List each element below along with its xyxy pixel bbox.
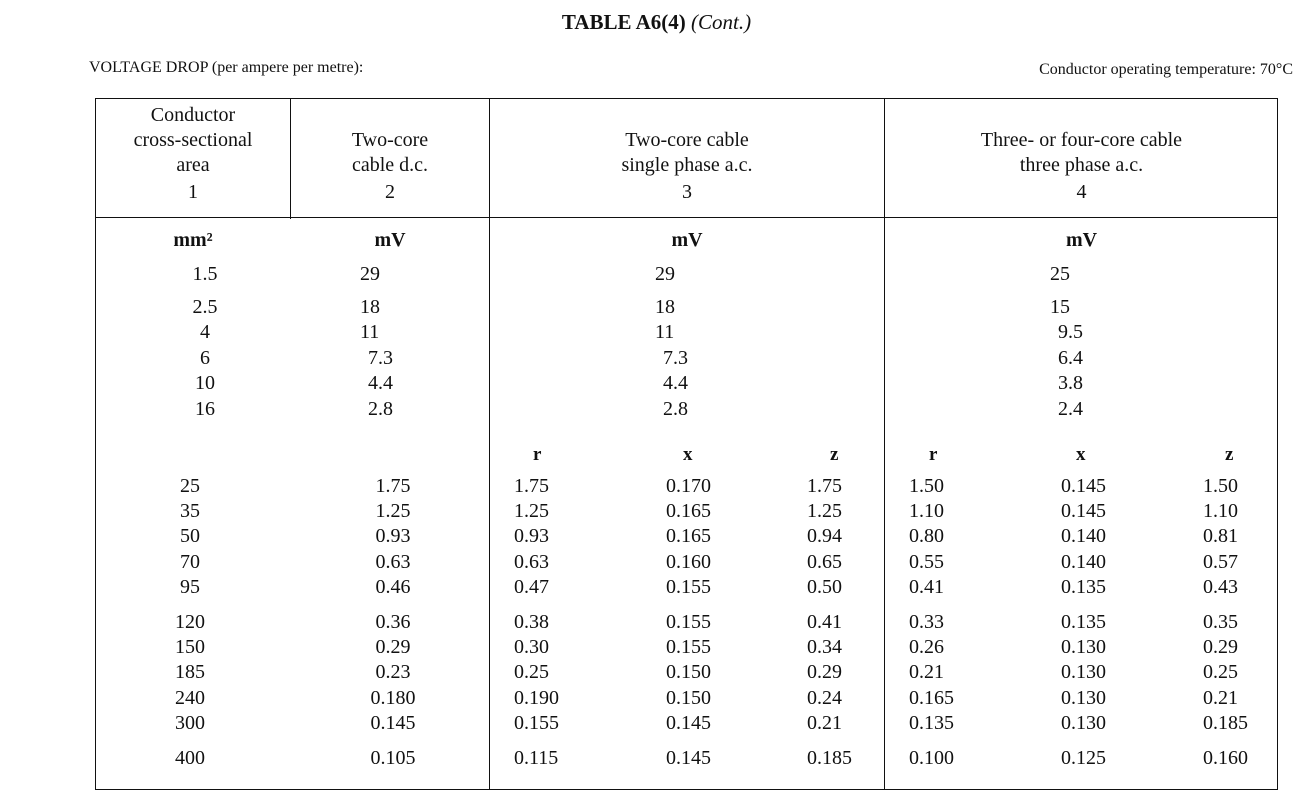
cell-area: 1.5 (192, 263, 218, 285)
cell-single-phase-x: 0.160 (666, 551, 711, 573)
cell-three-phase-x: 0.140 (1061, 551, 1106, 573)
cell-three-phase-x: 0.125 (1061, 747, 1106, 769)
header-col-2-number: 2 (385, 181, 395, 203)
cell-three-phase-x: 0.130 (1061, 712, 1106, 734)
cell-three-phase-r: 0.33 (909, 611, 944, 633)
header-col-3-line-1: Two-core cable (625, 129, 749, 151)
operating-temperature-caption: Conductor operating temperature: 70°C (1039, 61, 1293, 78)
header-col-4-line-1: Three- or four-core cable (980, 129, 1183, 151)
cell-three-phase-r: 0.165 (909, 687, 954, 709)
cell-single-phase-x: 0.170 (666, 475, 711, 497)
cell-area: 120 (175, 611, 205, 633)
cell-area: 300 (175, 712, 205, 734)
cell-single-phase-x: 0.165 (666, 525, 711, 547)
cell-single-phase: 11 (655, 321, 675, 343)
cell-single-phase-r: 0.38 (514, 611, 549, 633)
subheader-4-x: x (1076, 444, 1086, 465)
cell-three-phase: 25 (1050, 263, 1070, 285)
cell-three-phase-x: 0.140 (1061, 525, 1106, 547)
cell-single-phase-z: 0.185 (807, 747, 852, 769)
cell-single-phase-x: 0.155 (666, 611, 711, 633)
cell-three-phase-z: 0.21 (1203, 687, 1238, 709)
cell-dc: 0.145 (370, 712, 416, 734)
cell-three-phase-x: 0.145 (1061, 500, 1106, 522)
subheader-4-r: r (929, 444, 938, 465)
cell-single-phase-x: 0.150 (666, 687, 711, 709)
cell-three-phase-r: 0.80 (909, 525, 944, 547)
header-col-3-line-2: single phase a.c. (621, 154, 753, 176)
unit-col-1: mm² (173, 229, 213, 251)
cell-area: 10 (195, 372, 215, 394)
subheader-4-z: z (1225, 444, 1234, 465)
table-title (0, 10, 1313, 35)
cell-three-phase: 3.8 (1058, 372, 1083, 394)
cell-three-phase: 15 (1050, 296, 1070, 318)
cell-dc: 7.3 (368, 347, 393, 369)
header-col-1-line-3: area (176, 154, 210, 176)
cell-three-phase-z: 1.10 (1203, 500, 1238, 522)
cell-single-phase-z: 0.50 (807, 576, 842, 598)
cell-three-phase-z: 0.160 (1203, 747, 1248, 769)
cell-single-phase: 2.8 (663, 398, 688, 420)
cell-three-phase-z: 0.185 (1203, 712, 1248, 734)
voltage-drop-caption: VOLTAGE DROP (per ampere per metre): (89, 59, 364, 76)
cell-dc: 0.23 (375, 661, 411, 683)
cell-single-phase: 18 (655, 296, 675, 318)
cell-single-phase-z: 0.34 (807, 636, 842, 658)
cell-single-phase-z: 1.75 (807, 475, 842, 497)
header-col-2 (291, 128, 489, 205)
cell-three-phase-r: 0.26 (909, 636, 944, 658)
header-divider (95, 217, 1278, 218)
cell-single-phase-z: 0.21 (807, 712, 842, 734)
cell-single-phase-x: 0.155 (666, 576, 711, 598)
header-col-1-line-2: cross-sectional (133, 129, 253, 151)
cell-single-phase-x: 0.145 (666, 712, 711, 734)
cell-dc: 0.105 (370, 747, 416, 769)
cell-single-phase-r: 0.115 (514, 747, 559, 769)
cell-area: 50 (180, 525, 200, 547)
cell-three-phase-z: 0.25 (1203, 661, 1238, 683)
cell-single-phase-z: 1.25 (807, 500, 842, 522)
cell-single-phase-z: 0.94 (807, 525, 842, 547)
cell-area: 16 (195, 398, 215, 420)
cell-dc: 4.4 (368, 372, 393, 394)
cell-single-phase-r: 1.75 (514, 475, 549, 497)
cell-three-phase-r: 0.55 (909, 551, 944, 573)
cell-dc: 29 (360, 263, 380, 285)
cell-dc: 18 (360, 296, 380, 318)
unit-col-3: mV (671, 229, 703, 251)
cell-three-phase-r: 0.135 (909, 712, 954, 734)
cell-dc: 1.25 (375, 500, 411, 522)
cell-three-phase-x: 0.130 (1061, 661, 1106, 683)
cell-dc: 2.8 (368, 398, 393, 420)
cell-three-phase-r: 1.10 (909, 500, 944, 522)
cell-area: 4 (200, 321, 210, 343)
cell-single-phase-x: 0.165 (666, 500, 711, 522)
cell-dc: 0.63 (375, 551, 411, 573)
cell-single-phase-r: 0.93 (514, 525, 549, 547)
header-col-2-line-1: Two-core (351, 129, 429, 151)
cell-single-phase: 29 (655, 263, 675, 285)
subheader-3-z: z (830, 444, 839, 465)
cell-area: 150 (175, 636, 205, 658)
cell-single-phase-z: 0.41 (807, 611, 842, 633)
cell-single-phase-z: 0.24 (807, 687, 842, 709)
cell-area: 400 (175, 747, 205, 769)
cell-single-phase-x: 0.155 (666, 636, 711, 658)
cell-area: 185 (175, 661, 205, 683)
cell-single-phase-z: 0.29 (807, 661, 842, 683)
cell-area: 6 (200, 347, 210, 369)
cell-three-phase: 2.4 (1058, 398, 1083, 420)
header-col-1-number: 1 (188, 181, 198, 203)
header-col-4-number: 4 (1076, 181, 1087, 203)
cell-single-phase-r: 0.190 (514, 687, 559, 709)
cell-single-phase-r: 0.25 (514, 661, 549, 683)
cell-three-phase-z: 1.50 (1203, 475, 1238, 497)
subheader-3-r: r (533, 444, 542, 465)
subheader-3-x: x (683, 444, 693, 465)
cell-three-phase-x: 0.130 (1061, 636, 1106, 658)
cell-dc: 0.180 (370, 687, 416, 709)
cell-three-phase-z: 0.43 (1203, 576, 1238, 598)
header-col-3 (490, 128, 884, 205)
cell-single-phase-r: 0.155 (514, 712, 559, 734)
cell-area: 35 (180, 500, 200, 522)
cell-single-phase-x: 0.145 (666, 747, 711, 769)
cell-area: 70 (180, 551, 200, 573)
cell-three-phase-r: 1.50 (909, 475, 944, 497)
cell-single-phase-r: 1.25 (514, 500, 549, 522)
cell-single-phase-r: 0.63 (514, 551, 549, 573)
cell-dc: 0.29 (375, 636, 411, 658)
cell-single-phase: 4.4 (663, 372, 688, 394)
cell-dc: 0.46 (375, 576, 411, 598)
cell-three-phase: 9.5 (1058, 321, 1083, 343)
unit-col-4: mV (1065, 229, 1098, 251)
cell-area: 240 (175, 687, 205, 709)
cell-dc: 1.75 (375, 475, 411, 497)
cell-single-phase-r: 0.47 (514, 576, 549, 598)
cell-three-phase-z: 0.57 (1203, 551, 1238, 573)
cell-dc: 0.93 (375, 525, 411, 547)
cell-area: 25 (180, 475, 200, 497)
header-col-1 (96, 103, 290, 205)
cell-three-phase-x: 0.135 (1061, 576, 1106, 598)
cell-three-phase-z: 0.29 (1203, 636, 1238, 658)
cell-three-phase-z: 0.35 (1203, 611, 1238, 633)
header-col-4-line-2: three phase a.c. (1019, 154, 1144, 176)
cell-three-phase-x: 0.135 (1061, 611, 1106, 633)
cell-area: 2.5 (192, 296, 218, 318)
header-col-1-line-1: Conductor (150, 104, 236, 126)
table-title-cont: (Cont.) (691, 10, 752, 34)
table-title-main: TABLE A6(4) (561, 10, 686, 34)
header-col-4 (885, 128, 1278, 205)
cell-single-phase-r: 0.30 (514, 636, 549, 658)
cell-three-phase-r: 0.100 (909, 747, 954, 769)
cell-single-phase-z: 0.65 (807, 551, 842, 573)
cell-area: 95 (180, 576, 200, 598)
cell-three-phase-r: 0.41 (909, 576, 944, 598)
cell-three-phase-x: 0.130 (1061, 687, 1106, 709)
cell-three-phase-x: 0.145 (1061, 475, 1106, 497)
cell-single-phase: 7.3 (663, 347, 688, 369)
cell-dc: 0.36 (375, 611, 411, 633)
unit-col-2: mV (374, 229, 406, 251)
header-col-3-number: 3 (682, 181, 692, 203)
cell-three-phase: 6.4 (1058, 347, 1083, 369)
cell-three-phase-r: 0.21 (909, 661, 944, 683)
cell-dc: 11 (360, 321, 380, 343)
cell-single-phase-x: 0.150 (666, 661, 711, 683)
header-col-2-line-2: cable d.c. (351, 154, 429, 176)
cell-three-phase-z: 0.81 (1203, 525, 1238, 547)
